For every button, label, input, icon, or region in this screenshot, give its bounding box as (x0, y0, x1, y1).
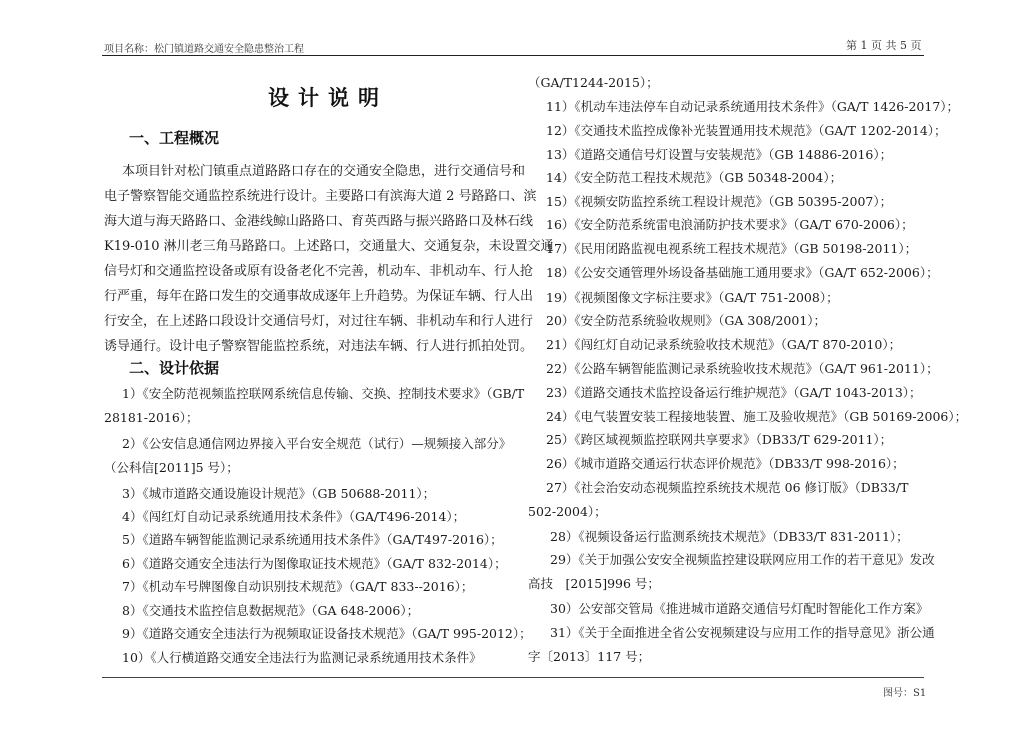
paragraph-line: 诱导通行。设计电子警察智能监控系统，对违法车辆、行人进行抓拍处罚。 (104, 339, 534, 354)
basis-item: 17）《民用闭路监视电视系统工程技术规范》（GB 50198-2011）； (546, 241, 918, 256)
basis-item: 3）《城市道路交通设施设计规范》（GB 50688-2011）； (122, 486, 436, 501)
header-page-number: 第 1 页 共 5 页 (846, 39, 922, 52)
basis-item: 20）《安全防范系统验收规则》（GA 308/2001）； (546, 313, 827, 328)
paragraph-line: 电子警察智能交通监控系统进行设计。主要路口有滨海大道 2 号路路口、滨 (104, 189, 537, 204)
basis-item-cont: （GA/T1244-2015）； (528, 75, 659, 90)
basis-item: 9）《道路交通安全违法行为视频取证设备技术规范》（GA/T 995-2012）； (122, 626, 532, 641)
header-project-name: 项目名称：松门镇道路交通安全隐患整治工程 (104, 44, 304, 55)
section-heading-overview: 一、工程概况 (129, 129, 220, 147)
paragraph-line: 行严重，每年在路口发生的交通事故成逐年上升趋势。为保证车辆、行人出 (104, 289, 534, 304)
footer-divider (102, 677, 924, 678)
basis-item: 21）《闯红灯自动记录系统验收技术规范》（GA/T 870-2010）； (546, 337, 902, 352)
basis-item: 31）《关于全面推进全省公安视频建设与应用工作的指导意见》浙公通 (550, 625, 935, 640)
header-divider (102, 55, 924, 56)
basis-item: 23）《道路交通技术监控设备运行维护规范》（GA/T 1043-2013）； (546, 385, 922, 400)
paragraph-line: 海大道与海天路路口、金港线鲸山路路口、育英西路与振兴路路口及林石线 (104, 214, 534, 229)
basis-item: 14）《安全防范工程技术规范》（GB 50348-2004）； (546, 170, 843, 185)
basis-item: 2）《公安信息通信网边界接入平台安全规范（试行）—规频接入部分》 (122, 436, 512, 451)
basis-item: 7）《机动车号牌图像自动识别技术规范》（GA/T 833--2016）； (122, 579, 474, 594)
basis-item: 11）《机动车违法停车自动记录系统通用技术条件》（GA/T 1426-2017）； (546, 99, 960, 114)
basis-item-cont: （公科信[2011]5 号）； (104, 460, 239, 475)
paragraph-line: K19-010 淋川老三角马路路口。上述路口，交通量大、交通复杂，未设置交通 (104, 239, 554, 254)
basis-item: 12）《交通技术监控成像补光装置通用技术规范》（GA/T 1202-2014）； (546, 123, 947, 138)
footer-drawing-number: 图号：S1 (883, 688, 927, 699)
basis-item-cont: 28181-2016）； (104, 410, 199, 425)
basis-item: 28）《视频设备运行监测系统技术规范》（DB33/T 831-2011）； (550, 529, 909, 544)
basis-item-cont: 字〔2013〕117 号； (528, 649, 651, 664)
basis-item: 29）《关于加强公安安全视频监控建设联网应用工作的若干意见》发改 (550, 552, 935, 567)
basis-item: 5）《道路车辆智能监测记录系统通用技术条件》（GA/T497-2016）； (122, 532, 503, 547)
basis-item: 26）《城市道路交通运行状态评价规范》（DB33/T 998-2016）； (546, 456, 905, 471)
basis-item: 6）《道路交通安全违法行为图像取证技术规范》（GA/T 832-2014）； (122, 556, 507, 571)
basis-item: 16）《安全防范系统雷电浪涌防护技术要求》（GA/T 670-2006）； (546, 217, 914, 232)
basis-item: 18）《公安交通管理外场设备基础施工通用要求》（GA/T 652-2006）； (546, 265, 939, 280)
basis-item-cont: 502-2004）； (528, 504, 607, 519)
basis-item: 19）《视频图像文字标注要求》（GA/T 751-2008）； (546, 290, 839, 305)
paragraph-line: 信号灯和交通监控设备或原有设备老化不完善，机动车、非机动车、行人抢 (104, 264, 534, 279)
basis-item: 1）《安全防范视频监控联网系统信息传输、交换、控制技术要求》（GB/T (122, 386, 525, 401)
basis-item: 8）《交通技术监控信息数据规范》（GA 648-2006）； (122, 603, 420, 618)
basis-item-cont: 高技 [2015]996 号； (528, 576, 660, 591)
basis-item: 24）《电气装置安装工程接地装置、施工及验收规范》（GB 50169-2006）； (546, 409, 968, 424)
paragraph-line: 本项目针对松门镇重点道路路口存在的交通安全隐患，进行交通信号和 (122, 164, 526, 179)
basis-item: 30）公安部交管局《推进城市道路交通信号灯配时智能化工作方案》 (550, 601, 929, 616)
section-heading-basis: 二、设计依据 (129, 359, 220, 377)
basis-item: 10）《人行横道路交通安全违法行为监测记录系统通用技术条件》 (122, 650, 482, 665)
basis-item: 4）《闯红灯自动记录系统通用技术条件》（GA/T496-2014）； (122, 509, 466, 524)
basis-item: 15）《视频安防监控系统工程设计规范》（GB 50395-2007）； (546, 194, 893, 209)
page-title: 设计说明 (268, 85, 388, 110)
basis-item: 25）《跨区域视频监控联网共享要求》（DB33/T 629-2011）； (546, 432, 893, 447)
basis-item: 22）《公路车辆智能监测记录系统验收技术规范》（GA/T 961-2011）； (546, 361, 939, 376)
basis-item: 27）《社会治安动态视频监控系统技术规范 06 修订版》（DB33/T (546, 480, 909, 495)
paragraph-line: 行安全，在上述路口段设计交通信号灯，对过往车辆、非机动车和行人进行 (104, 314, 534, 329)
basis-item: 13）《道路交通信号灯设置与安装规范》（GB 14886-2016）； (546, 147, 893, 162)
